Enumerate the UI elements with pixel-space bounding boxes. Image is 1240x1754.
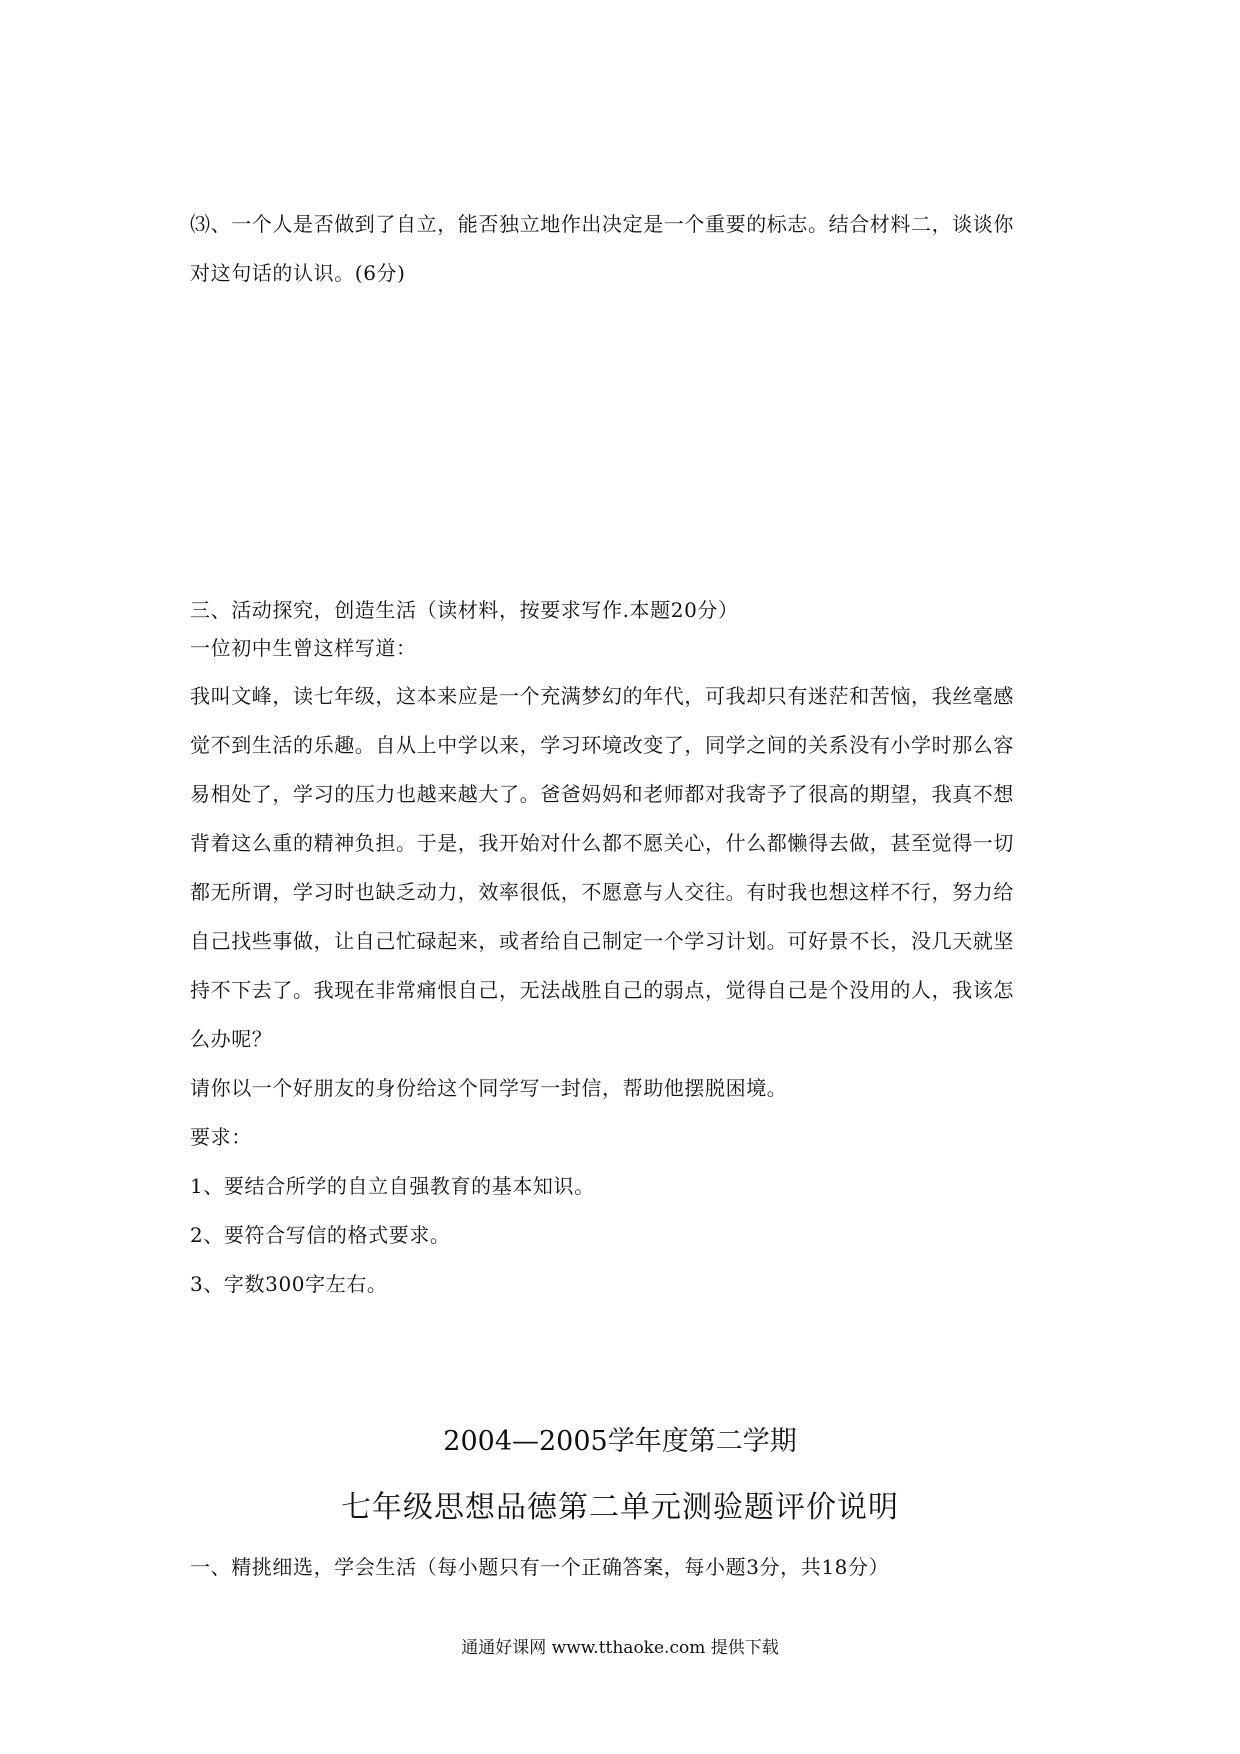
- letter-line: 都无所谓，学习时也缺乏动力，效率很低，不愿意与人交往。有时我也想这样不行，努力给: [190, 880, 1014, 904]
- question-3-line-1: ⑶、一个人是否做到了自立，能否独立地作出决定是一个重要的标志。结合材料二，谈谈你: [190, 212, 1014, 236]
- question-3-line-2: 对这句话的认识。(6分): [190, 261, 406, 285]
- requirement-item: 3、字数300字左右。: [190, 1272, 388, 1296]
- letter-line: 易相处了，学习的压力也越来越大了。爸爸妈妈和老师都对我寄予了很高的期望，我真不想: [190, 782, 1014, 806]
- student-letter: [190, 672, 1058, 1309]
- section-3-heading: 三、活动探究，创造生活（读材料，按要求写作.本题20分）: [190, 598, 739, 622]
- writing-task: 请你以一个好朋友的身份给这个同学写一封信，帮助他摆脱困境。: [190, 1076, 788, 1100]
- answer-key-section-1-heading: 一、精挑细选，学会生活（每小题只有一个正确答案，每小题3分，共18分）: [190, 1555, 890, 1579]
- requirement-item: 2、要符合写信的格式要求。: [190, 1223, 451, 1247]
- requirements-label: 要求：: [190, 1125, 252, 1149]
- section-3-intro: 一位初中生曾这样写道：: [190, 636, 417, 660]
- letter-line: 觉不到生活的乐趣。自从上中学以来，学习环境改变了，同学之间的关系没有小学时那么容: [190, 733, 1014, 757]
- letter-line: 么办呢？: [190, 1027, 273, 1051]
- letter-line: 自己找些事做，让自己忙碌起来，或者给自己制定一个学习计划。可好景不长，没几天就坚: [190, 929, 1014, 953]
- letter-line: 持不下去了。我现在非常痛恨自己，无法战胜自己的弱点，觉得自己是个没用的人，我该怎: [190, 978, 1014, 1002]
- letter-line: 背着这么重的精神负担。于是，我开始对什么都不愿关心，什么都懒得去做，甚至觉得一切: [190, 831, 1014, 855]
- answer-key-title-year: 2004—2005学年度第二学期: [443, 1426, 797, 1457]
- answer-key-title-main: 七年级思想品德第二单元测验题评价说明: [341, 1490, 899, 1525]
- letter-line: 我叫文峰，读七年级，这本来应是一个充满梦幻的年代，可我却只有迷茫和苦恼，我丝毫感: [190, 684, 1014, 708]
- requirement-item: 1、要结合所学的自立自强教育的基本知识。: [190, 1174, 595, 1198]
- footer-download-note: 通通好课网 www.tthaoke.com 提供下载: [461, 1638, 779, 1658]
